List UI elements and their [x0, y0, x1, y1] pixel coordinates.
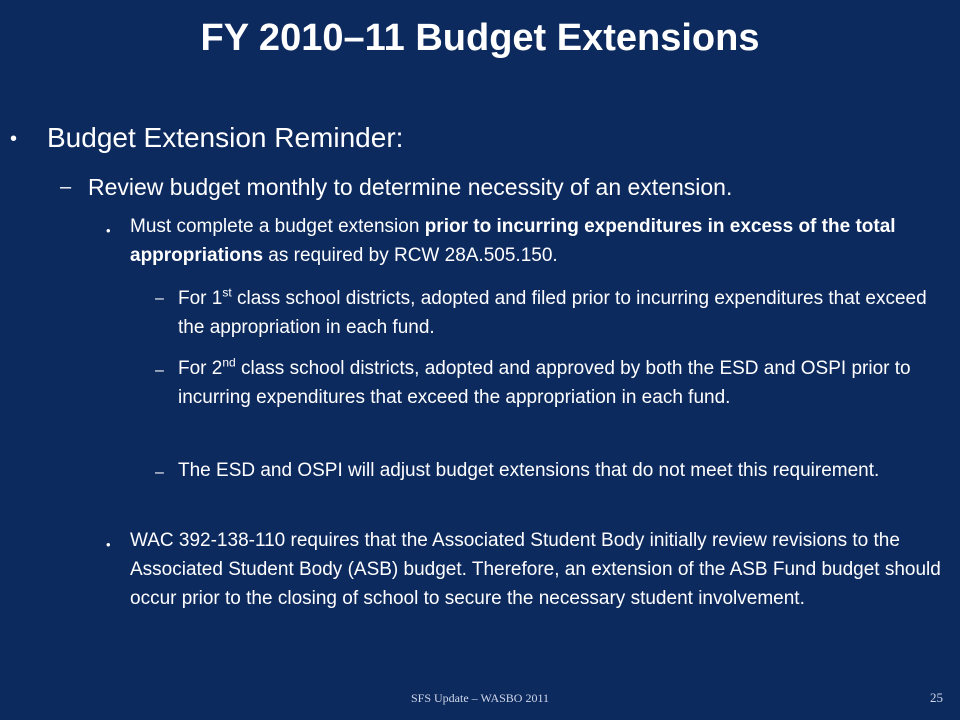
sub-bullet-text-bold: prior to incurring expenditures in excess of the total appropriations: [130, 216, 896, 266]
page-number: 25: [930, 690, 943, 705]
item-text: [178, 354, 938, 412]
dash-marker: –: [60, 176, 72, 198]
bullet-marker: •: [10, 128, 18, 150]
item-text-after: class school districts, adopted and approved by both the ESD and OSPI prior to incurring expenditures that exceed the appropriation in each fund.: [178, 358, 911, 408]
dash-text: Review budget monthly to determine necessity of an extension.: [88, 174, 733, 200]
item-text-before: For 2: [178, 358, 223, 379]
slide-title: FY 2010–11 Budget Extensions: [200, 17, 760, 59]
item-text-sup: st: [222, 285, 232, 300]
footer-text: SFS Update – WASBO 2011: [410, 691, 550, 705]
sub-bullet-marker: •: [106, 537, 111, 552]
sub-bullet-marker: •: [106, 223, 111, 238]
sub-bullet-text: WAC 392-138-110 requires that the Associated Student Body initially review revisions to the Associated Student Body (ASB) budget. Therefore, an extension of the ASB Fund budget should occur prior to the closing of school to secure the necessary student involvement.: [130, 530, 941, 609]
item-text-after: class school districts, adopted and filed prior to incurring expenditures that exceed the appropriation in each fund.: [178, 288, 927, 338]
item-text: The ESD and OSPI will adjust budget extensions that do not meet this requirement.: [178, 460, 880, 481]
item-dash-marker: –: [155, 290, 164, 307]
item-text-sup: nd: [222, 355, 236, 370]
item-dash-marker: –: [155, 362, 164, 379]
item-dash-marker: –: [155, 464, 164, 481]
item-text: [178, 284, 938, 342]
sub-bullet-text: [130, 212, 930, 270]
sub-bullet-text-part2: as required by RCW 28A.505.150.: [263, 245, 558, 266]
sub-bullet-text-part1: Must complete a budget extension: [130, 216, 425, 237]
item-text-before: For 1: [178, 288, 223, 309]
bullet-text: Budget Extension Reminder:: [47, 122, 404, 153]
